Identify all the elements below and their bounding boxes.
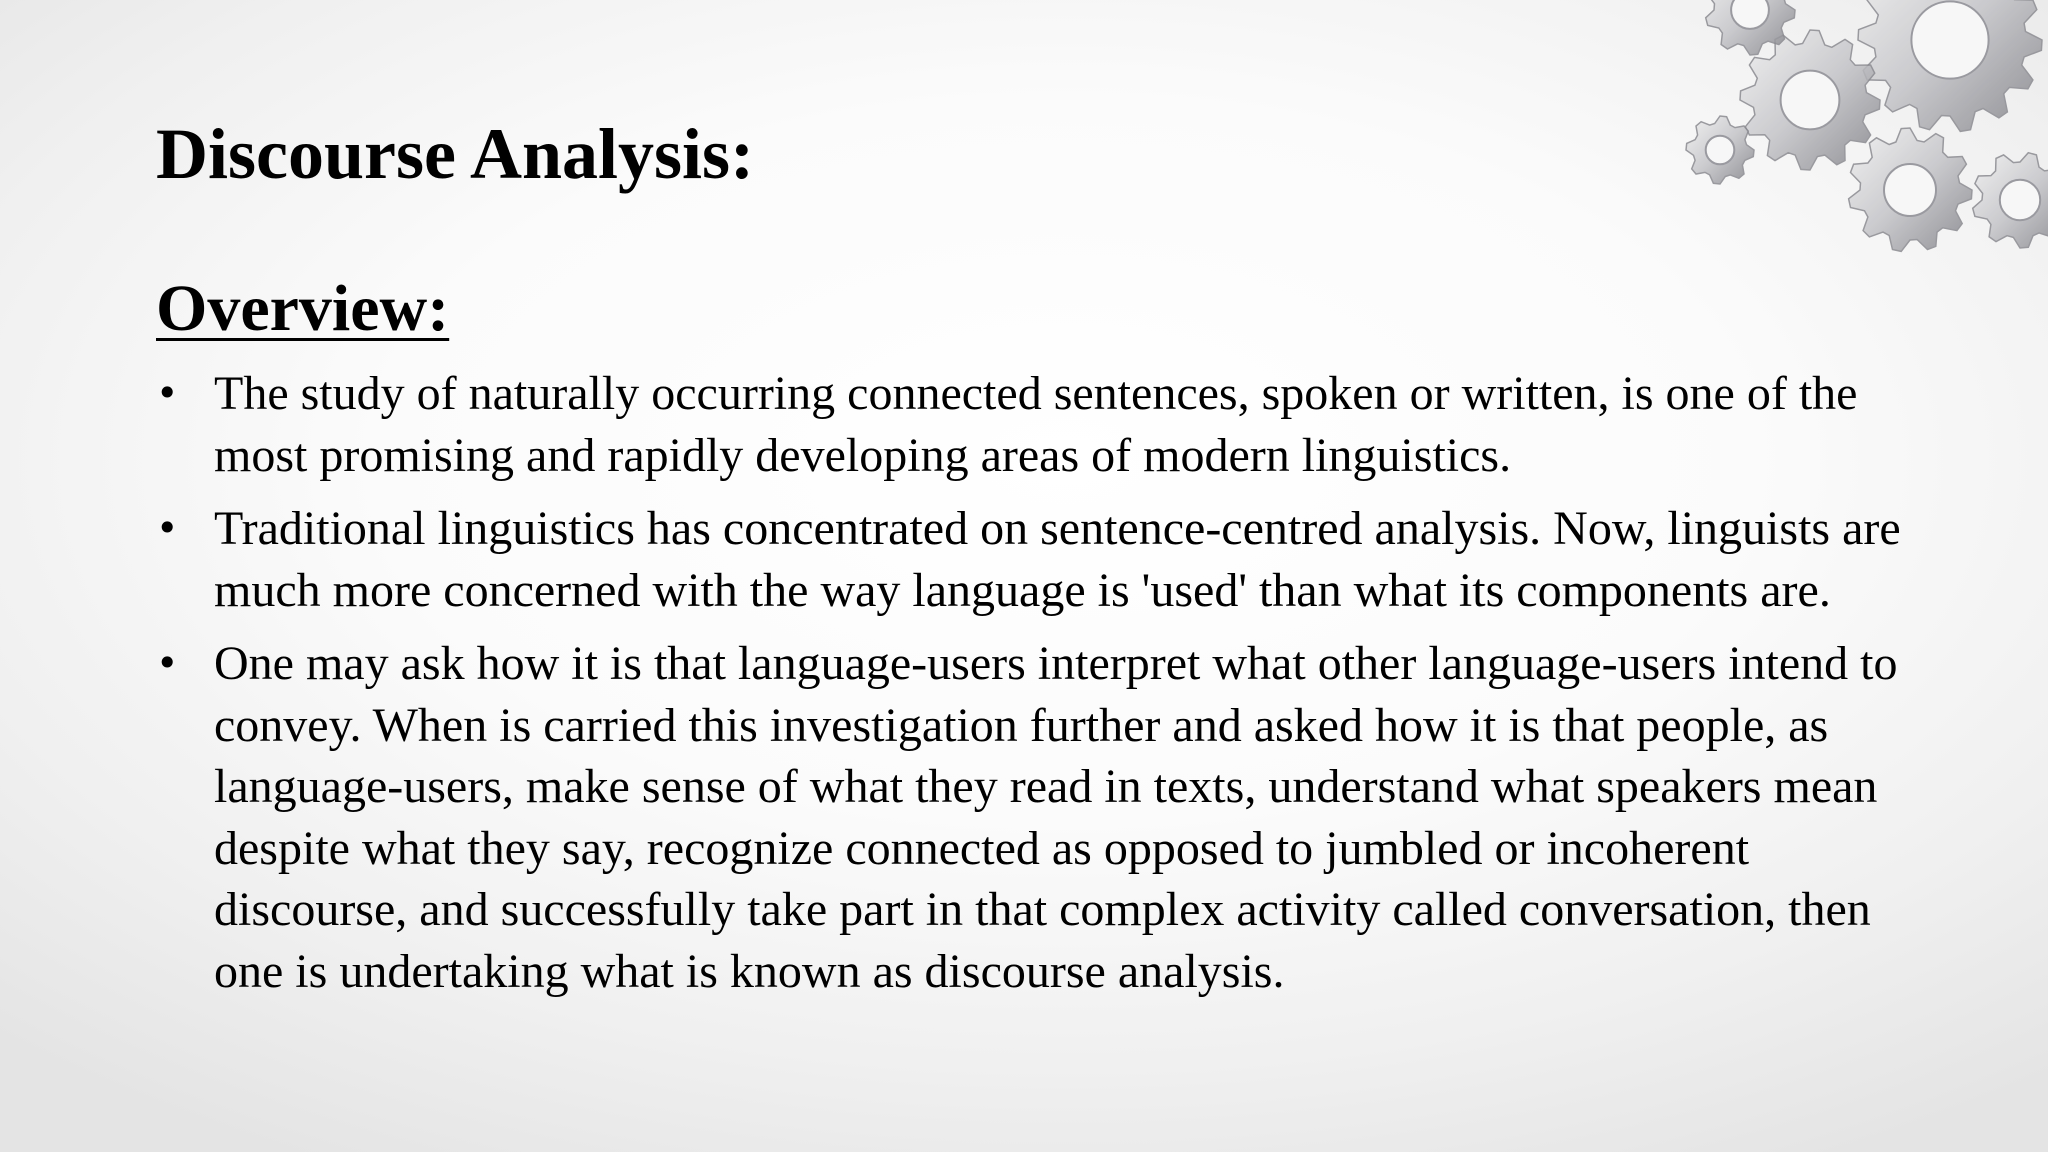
- bullet-text: The study of naturally occurring connected sentences, spoken or written, is one of the most promising and rapidly developing areas of modern linguistics.: [214, 367, 1858, 482]
- bullet-marker: •: [156, 371, 179, 415]
- gear-hole: [1706, 136, 1735, 165]
- bullet-list: [156, 363, 1916, 1014]
- list-item: [156, 633, 1916, 1002]
- gear-hole: [1781, 71, 1840, 130]
- gear-hole: [2000, 180, 2040, 220]
- list-item: [156, 363, 1916, 486]
- gears-icon: [1660, 0, 2048, 300]
- gear-hole: [1884, 164, 1936, 216]
- gear-hole: [1731, 0, 1769, 29]
- bullet-marker: •: [156, 506, 179, 550]
- slide-title: Discourse Analysis:: [156, 114, 755, 194]
- overview-heading: Overview:: [156, 272, 450, 345]
- bullet-text: Traditional linguistics has concentrated on sentence-centred analysis. Now, linguists are much more concerned with the way language is 'used' than what its components are.: [214, 502, 1901, 617]
- gear-hole: [1911, 1, 1988, 78]
- bullet-marker: •: [156, 641, 179, 685]
- list-item: [156, 498, 1916, 621]
- bullet-text: One may ask how it is that language-users interpret what other language-users intend to convey. When is carried this investigation further and asked how it is that people, as language-users, make sense of what they read in texts, understand what speakers mean despite what they say, recognize connected as opposed to jumbled or incoherent discourse, and successfully take part in that complex activity called conversation, then one is undertaking what is known as discourse analysis.: [214, 637, 1898, 998]
